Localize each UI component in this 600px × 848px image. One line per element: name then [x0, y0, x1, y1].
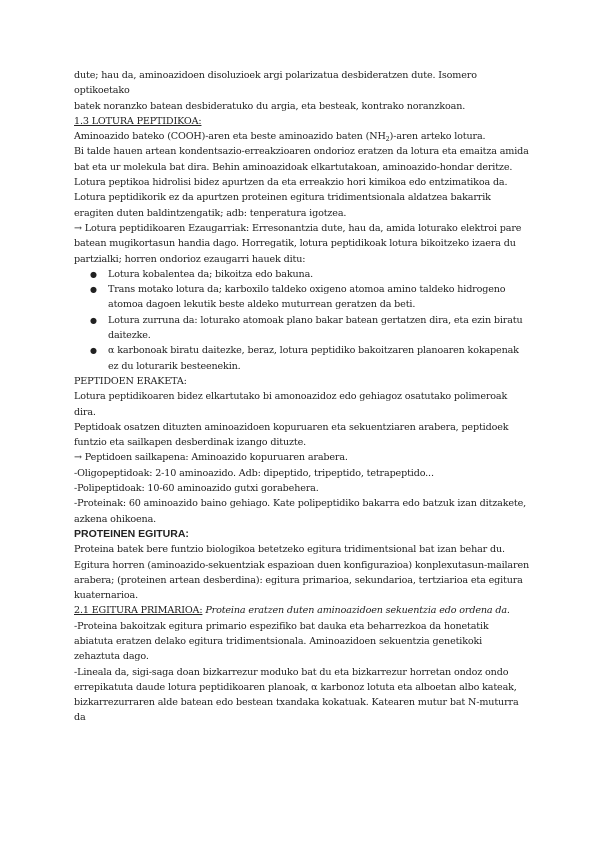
peptide-formation-heading: PEPTIDOEN ERAKETA: [74, 375, 187, 387]
paragraph-hydrolysis: Lotura peptikoa hidrolisi bidez apurtzen da eta erreakzio hori kimikoa edo entzimatikoa da. [74, 177, 508, 189]
paragraph-features-intro: → Lotura peptidikoaren Ezaugarriak: Erresonantzia dute, hau da, amida loturako elektroi pare batean mugikortasun handia dago. Horregatik, lotura peptidikoak lotura bikoitzeko izaera du partzialki; horren ondorioz ezaugarri hauek ditu: [74, 222, 522, 265]
feature-item [74, 282, 530, 313]
definition-part-a: Aminoazido bateko (COOH)-aren eta beste aminoazido baten (NH [74, 131, 386, 143]
feature-text: Lotura kobalentea da; bikoitza edo bakuna. [108, 268, 314, 280]
section-2-1-definition: Proteina eratzen duten aminoazidoen sekuentzia edo ordena da. [202, 605, 510, 617]
paragraph-denaturation: Lotura peptidikorik ez da apurtzen proteinen egitura tridimentsionala aldatzea bakarrik eragiten duten baldintzengatik; adb: tenperatura igotzea. [74, 192, 491, 219]
paragraph-classification: → Peptidoen sailkapena: Aminoazido kopuruaren arabera. [74, 452, 348, 464]
feature-text: α karbonoak biratu daitezke, beraz, lotura peptidiko bakoitzaren planoaren kokapenak ez du loturarik besteenekin. [108, 345, 519, 372]
paragraph-structure-levels: Proteina batek bere funtzio biologikoa betetzeko egitura tridimentsional bat izan behar du. Egitura horren (aminoazido-sekuentziak espazioan duen konfigurazioa) konplexutasun-mailaren arabera; (proteinen artean desberdina): egitura primarioa, sekundarioa, tertziarioa eta egitura kuaternarioa. [74, 544, 529, 602]
paragraph-oligopeptides: -Oligopeptidoak: 2-10 aminoazido. Adb: dipeptido, tripeptido, tetrapeptido... [74, 467, 434, 479]
bullet-icon: ● [90, 315, 97, 325]
paragraph-primary-linear: -Lineala da, sigi-saga doan bizkarrezur moduko bat du eta bizkarrezur horretan ondoz ondo errepikatuta daude lotura peptidikoaren planoak, α karbonoz lotuta eta alboetan albo kateak, bizkarrezurraren alde batean edo bestean txandaka kokatuak. Katearen mutur bat N-muturra da [74, 666, 519, 724]
bullet-icon: ● [90, 269, 97, 279]
bullet-icon: ● [90, 285, 97, 295]
bullet-icon: ● [90, 346, 97, 356]
section-2-1-line [74, 603, 530, 618]
intro-line-1: dute; hau da, aminoazidoen disoluzioek argi polarizatua desbideratzen dute. Isomero optikoetako [74, 70, 477, 97]
feature-list [74, 267, 530, 374]
protein-structure-heading: PROTEINEN EGITURA: [74, 527, 189, 540]
paragraph-condensation: Bi talde hauen artean kondentsazio-erreakzioaren ondorioz eratzen da lotura eta emaitza amida bat eta ur molekula bat dira. Behin aminoazidoak elkartutakoan, aminoazido-hondar deritze. [74, 146, 529, 173]
feature-text: Lotura zurruna da: loturako atomoak plano bakar batean gertatzen dira, eta ezin biratu daitezke. [108, 314, 523, 342]
feature-item [74, 313, 530, 344]
paragraph-peptide-function: Peptidoak osatzen dituzten aminoazidoen kopuruaren eta sekuentziaren arabera, peptidoek funtzio eta sailkapen desberdinak izango dituzte. [74, 421, 509, 449]
paragraph-polypeptides: -Polipeptidoak: 10-60 aminoazido gutxi gorabehera. [74, 483, 319, 495]
feature-item [74, 267, 530, 282]
definition-subscript: 2 [385, 135, 390, 144]
section-1-3-heading: 1.3 LOTURA PEPTIDIKOA: [74, 115, 202, 127]
document-page [74, 68, 530, 726]
paragraph-proteins: -Proteinak: 60 aminoazido baino gehiago. Kate polipeptidiko bakarra edo batzuk izan ditzakete, azkena ohikoena. [74, 498, 527, 525]
feature-text: Trans motako lotura da; karboxilo taldeko oxigeno atomoa amino taldeko hidrogeno atomoa dagoen lekutik beste aldeko muturrean geratzen da beti. [108, 284, 506, 311]
definition-part-b: )-aren arteko lotura. [389, 131, 486, 143]
intro-line-2: batek noranzko batean desbideratuko du argia, eta besteak, kontrako noranzkoan. [74, 100, 466, 112]
feature-item [74, 343, 530, 374]
section-2-1-heading: 2.1 EGITURA PRIMARIOA: [74, 605, 203, 617]
paragraph-primary-specific: -Proteina bakoitzak egitura primario espezifiko bat dauka eta beharrezkoa da honetatik abiatuta eratzen delako egitura tridimentsionala. Aminoazidoen sekuentzia genetikoki zehaztuta dago. [74, 620, 489, 663]
peptide-bond-definition [74, 129, 530, 144]
paragraph-peptide-definition: Lotura peptidikoaren bidez elkartutako bi amonoazidoz edo gehiagoz osatutako polimeroak dira. [74, 391, 508, 418]
